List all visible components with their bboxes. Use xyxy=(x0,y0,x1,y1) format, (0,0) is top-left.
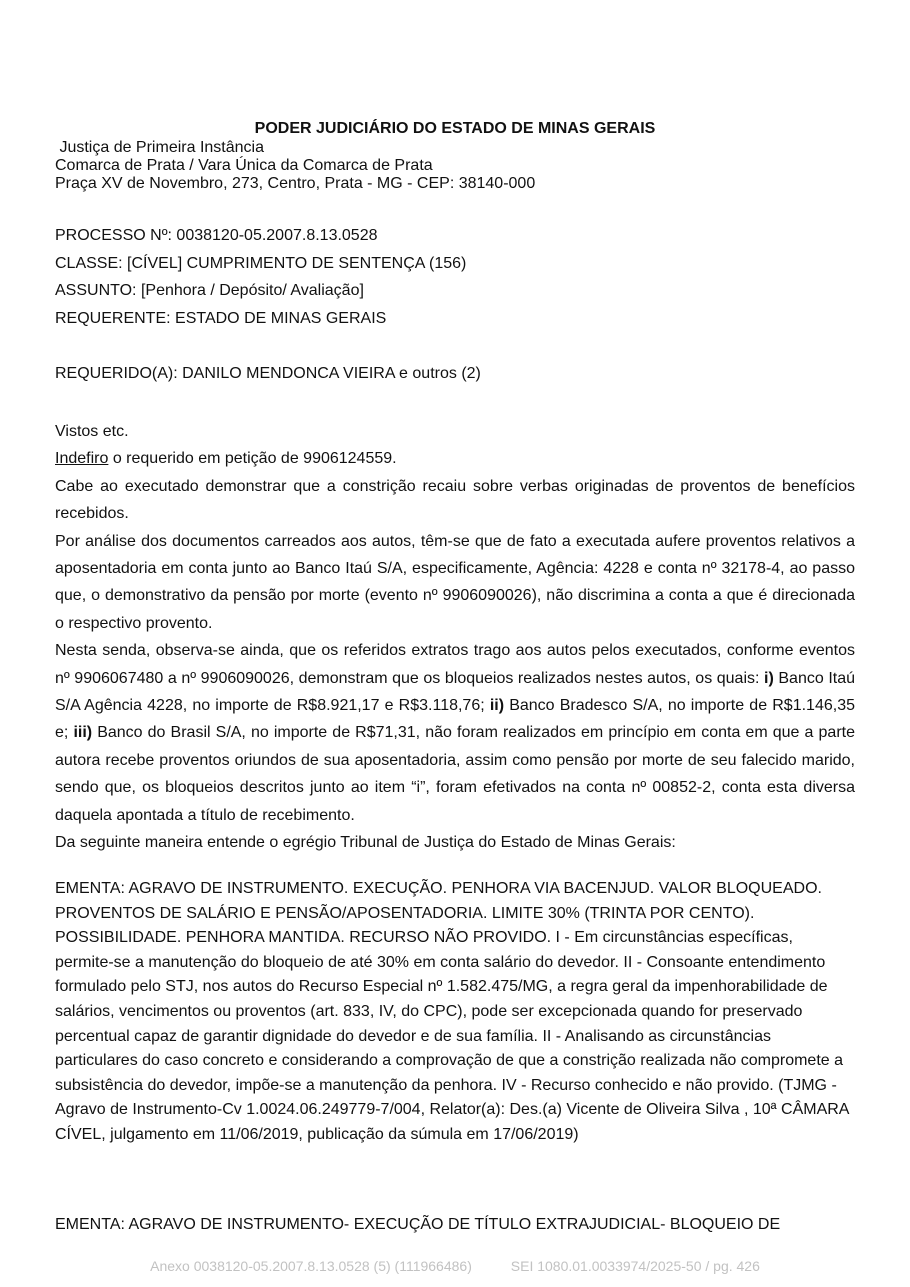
paragraph-3-text-a: Nesta senda, observa-se ainda, que os referidos extratos trago aos autos pelos executados, conforme eventos nº 9906067480 a nº 9906090026, demonstram que os bloqueios realizados nestes autos, os quais: xyxy=(55,642,855,687)
page-footer: Anexo 0038120-05.2007.8.13.0528 (5) (111966486) SEI 1080.01.0033974/2025-50 / pg. 426 xyxy=(150,1258,760,1274)
paragraph-3-text-c: Banco Bradesco S/A, no importe de R$1.146,35 e; xyxy=(55,697,855,742)
item-ii-marker: ii) xyxy=(489,697,505,715)
paragraph-2: Por análise dos documentos carreados aos autos, têm-se que de fato a executada aufere proventos relativos a aposentadoria em conta junto ao Banco Itaú S/A, especificamente, Agência: 4228 e conta nº 32178-4, ao passo que, o demonstrativo da pensão por morte (evento nº 9906090026), não discrimina a conta a que é direcionada o respectivo provento. xyxy=(55,532,855,632)
vistos-line: Vistos etc. xyxy=(55,423,129,440)
court-address: Praça XV de Novembro, 273, Centro, Prata - MG - CEP: 38140-000 xyxy=(55,175,536,192)
paragraph-4: Da seguinte maneira entende o egrégio Tribunal de Justiça do Estado de Minas Gerais: xyxy=(55,834,676,852)
decision-body xyxy=(55,418,855,857)
indefiro-rest: o requerido em petição de 9906124559. xyxy=(108,450,397,468)
indefiro-word: Indefiro xyxy=(55,450,109,468)
paragraph-3-text-b: Banco Itaú S/A Agência 4228, no importe de R$8.921,17 e R$3.118,76; xyxy=(55,669,856,715)
ementa-quote-1 xyxy=(55,877,855,1148)
court-title: PODER JUDICIÁRIO DO ESTADO DE MINAS GERAIS xyxy=(254,120,656,137)
ementa-1-text: EMENTA: AGRAVO DE INSTRUMENTO. EXECUÇÃO. PENHORA VIA BACENJUD. VALOR BLOQUEADO. PROVENTOS DE SALÁRIO E PENSÃO/APOSENTADORIA. LIMITE 30% (TRINTA POR CENTO). POSSIBILIDADE. PENHORA MANTIDA. RECURSO NÃO PROVIDO. I - Em circunstâncias específicas, permite-se a manutenção do bloqueio de até 30% em conta salário do devedor. II - Consoante entendimento formulado pelo STJ, nos autos do Recurso Especial nº 1.582.475/MG, a regra geral da impenhorabilidade de salários, vencimentos ou proventos (art. 833, IV, do CPC), pode ser excepcionada quando for preservado percentual capaz de garantir dignidade do devedor e de sua família. II - Analisando as circunstâncias particulares do caso concreto e considerando a comprovação de que a constrição realizada não compromete a subsistência do devedor, impõe-se a manutenção da penhora. IV - Recurso conhecido e não provido. (TJMG - Agravo de Instrumento-Cv 1.0024.06.249779-7/004, Relator(a): Des.(a) Vicente de Oliveira Silva , 10ª CÂMARA CÍVEL, julgamento em 11/06/2019, publicação da súmula em 17/06/2019) xyxy=(55,880,849,1143)
case-subject: ASSUNTO: [Penhora / Depósito/ Avaliação] xyxy=(55,282,364,299)
item-i-marker: i) xyxy=(764,669,774,687)
paragraph-3 xyxy=(55,637,855,829)
court-instance: Justiça de Primeira Instância xyxy=(55,139,264,156)
ementa-2-text: EMENTA: AGRAVO DE INSTRUMENTO- EXECUÇÃO DE TÍTULO EXTRAJUDICIAL- BLOQUEIO DE xyxy=(55,1216,781,1233)
court-header xyxy=(55,139,535,193)
court-comarca: Comarca de Prata / Vara Única da Comarca de Prata xyxy=(55,157,433,174)
indefiro-line xyxy=(55,445,855,472)
case-number: PROCESSO Nº: 0038120-05.2007.8.13.0528 xyxy=(55,227,378,244)
paragraph-1: Cabe ao executado demonstrar que a constrição recaiu sobre verbas originadas de proventos de benefícios recebidos. xyxy=(55,477,855,523)
case-plaintiff: REQUERENTE: ESTADO DE MINAS GERAIS xyxy=(55,310,387,327)
paragraph-3-text-d: Banco do Brasil S/A, no importe de R$71,31, não foram realizados em princípio em conta em que a parte autora recebe proventos oriundos de sua aposentadoria, assim como pensão por morte de seu falecido marido, sendo que, os bloqueios descritos junto ao item “i”, foram efetivados na conta nº 00852-2, conta esta diversa daquela apontada a título de recebimento. xyxy=(55,724,855,824)
case-class: CLASSE: [CÍVEL] CUMPRIMENTO DE SENTENÇA (156) xyxy=(55,255,467,272)
case-defendant: REQUERIDO(A): DANILO MENDONCA VIEIRA e outros (2) xyxy=(55,365,481,382)
ementa-quote-2 xyxy=(55,1213,855,1238)
item-iii-marker: iii) xyxy=(73,724,93,742)
